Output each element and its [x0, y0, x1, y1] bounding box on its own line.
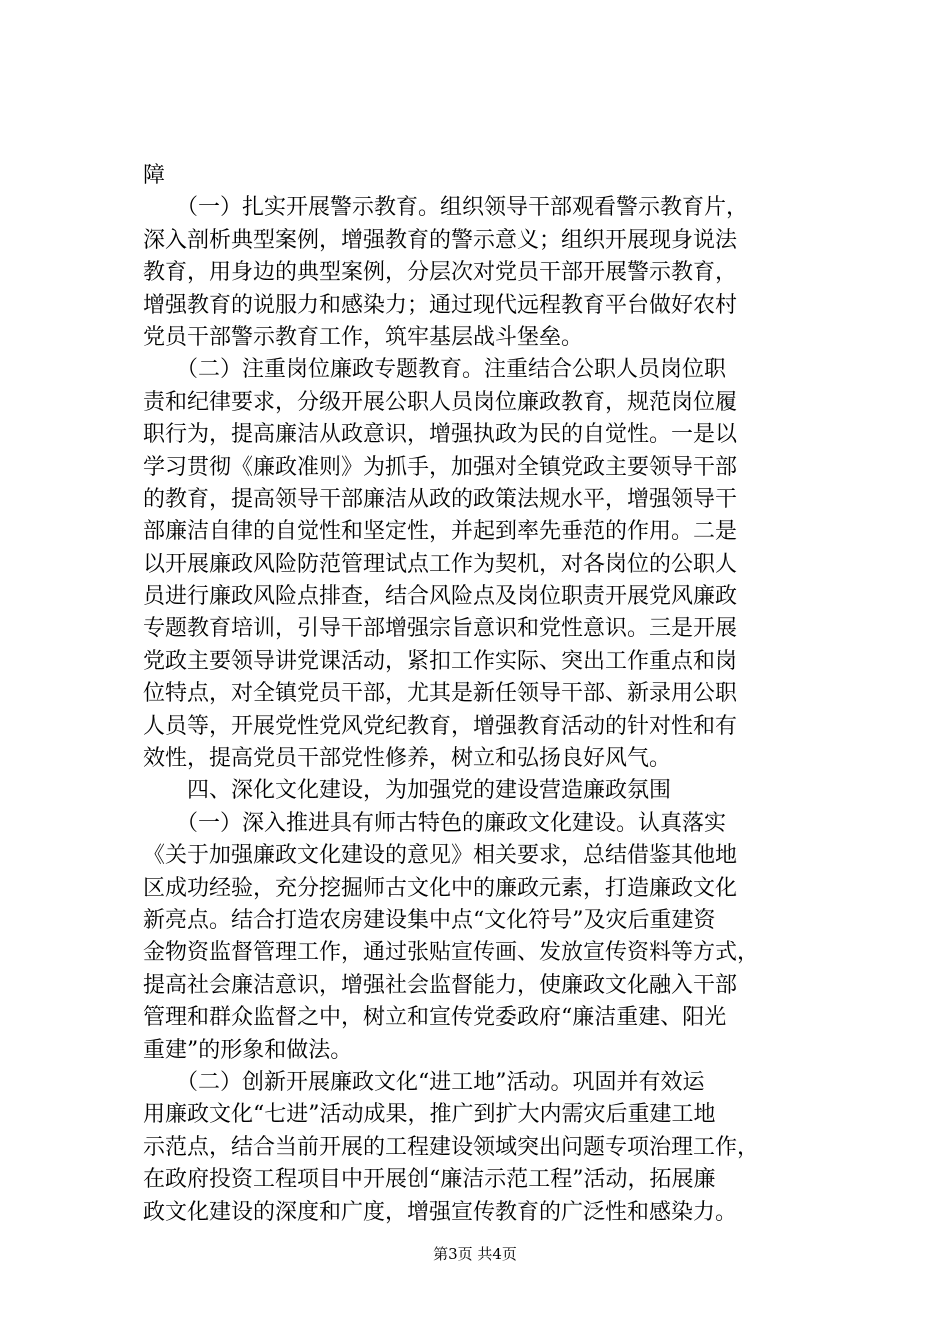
text-line: 在政府投资工程项目中开展创“廉洁示范工程”活动，拓展廉 [143, 1167, 716, 1193]
text-line: （二）创新开展廉政文化“进工地”活动。巩固并有效运 [143, 1069, 705, 1095]
text-line: 用廉政文化“七进”活动成果，推广到扩大内需灾后重建工地 [143, 1102, 716, 1128]
document-body [143, 160, 823, 1229]
text-line: 以开展廉政风险防范管理试点工作为契机，对各岗位的公职人 [143, 551, 738, 577]
text-line: 员进行廉政风险点排查，结合风险点及岗位职责开展党风廉政 [143, 584, 738, 610]
text-line: 位特点，对全镇党员干部，尤其是新任领导干部、新录用公职 [143, 681, 738, 707]
text-line: （二）注重岗位廉政专题教育。注重结合公职人员岗位职 [143, 357, 727, 383]
text-line: 示范点，结合当前开展的工程建设领域突出问题专项治理工作， [143, 1134, 760, 1160]
text-line: 增强教育的说服力和感染力；通过现代远程教育平台做好农村 [143, 292, 738, 318]
text-line: 提高社会廉洁意识，增强社会监督能力，使廉政文化融入干部 [143, 972, 738, 998]
text-line: 专题教育培训，引导干部增强宗旨意识和党性意识。三是开展 [143, 616, 738, 642]
text-line: 的教育，提高领导干部廉洁从政的政策法规水平，增强领导干 [143, 486, 738, 512]
text-line: 教育，用身边的典型案例，分层次对党员干部开展警示教育， [143, 260, 738, 286]
text-line: 人员等，开展党性党风党纪教育，增强教育活动的针对性和有 [143, 713, 738, 739]
text-line: 新亮点。结合打造农房建设集中点“文化符号”及灾后重建资 [143, 907, 716, 933]
text-line: 障 [143, 163, 166, 188]
text-line: 重建”的形象和做法。 [143, 1037, 353, 1063]
text-line: （一）扎实开展警示教育。组织领导干部观看警示教育片， [143, 195, 749, 221]
text-line: 部廉洁自律的自觉性和坚定性，并起到率先垂范的作用。二是 [143, 519, 738, 545]
text-line: 政文化建设的深度和广度，增强宣传教育的广泛性和感染力。 [143, 1199, 738, 1225]
text-line: 深入剖析典型案例，增强教育的警示意义；组织开展现身说法 [143, 227, 738, 253]
text-line: 职行为，提高廉洁从政意识，增强执政为民的自觉性。一是以 [143, 422, 738, 448]
text-line: 金物资监督管理工作，通过张贴宣传画、发放宣传资料等方式， [143, 940, 760, 966]
text-line: 责和纪律要求，分级开展公职人员岗位廉政教育，规范岗位履 [143, 389, 738, 415]
text-line: 四、深化文化建设，为加强党的建设营造廉政氛围 [143, 778, 672, 804]
text-line: 管理和群众监督之中，树立和宣传党委政府“廉洁重建、阳光 [143, 1005, 727, 1031]
text-line: （一）深入推进具有师古特色的廉政文化建设。认真落实 [143, 810, 727, 836]
text-line: 学习贯彻《廉政准则》为抓手，加强对全镇党政主要领导干部 [143, 454, 738, 480]
page-footer: 第3页 共4页 [433, 1245, 517, 1263]
text-line: 区成功经验，充分挖掘师古文化中的廉政元素，打造廉政文化 [143, 875, 738, 901]
text-line: 《关于加强廉政文化建设的意见》相关要求，总结借鉴其他地 [143, 843, 738, 869]
text-line: 党员干部警示教育工作，筑牢基层战斗堡垒。 [143, 324, 584, 350]
text-line: 效性，提高党员干部党性修养，树立和弘扬良好风气。 [143, 746, 672, 772]
text-line: 党政主要领导讲党课活动，紧扣工作实际、突出工作重点和岗 [143, 648, 738, 674]
